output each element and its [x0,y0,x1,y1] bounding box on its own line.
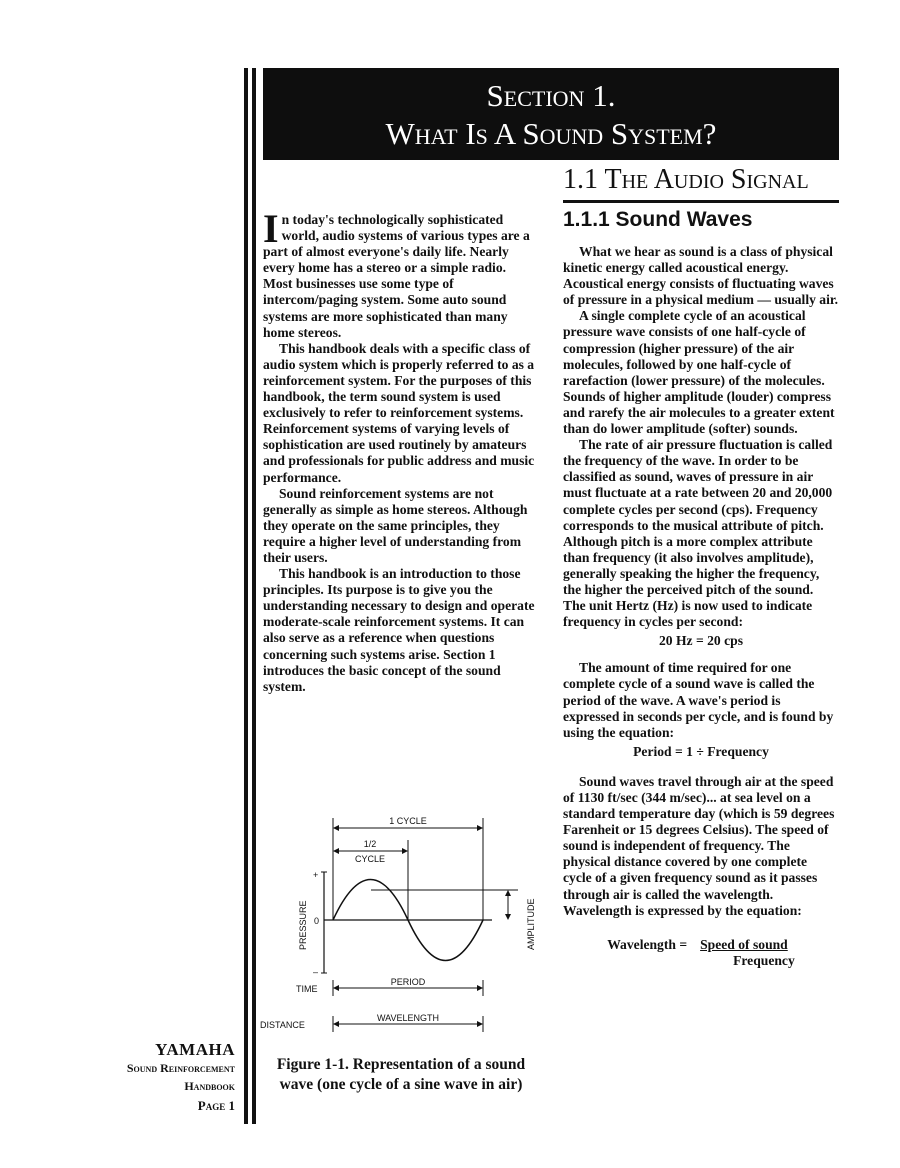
half-cycle-label: CYCLE [354,854,386,864]
left-paragraph-3: Sound reinforcement systems are not generally as simple as home stereos. Although they operate on the same principles, they require a higher level of understanding from their users. [263,485,528,565]
left-column [263,206,536,695]
pressure-label: PRESSURE [298,900,308,950]
left-paragraph-4: This handbook is an introduction to those principles. Its purpose is to give you the understanding necessary to design and operate moderate-scale reinforcement systems. It can also serve as a reference when questions concerning such systems arise. Section 1 introduces the basic concept of the sound system. [263,566,535,694]
wavelength-label: Wavelength = [607,936,688,952]
fraction-denominator: Frequency [733,952,795,968]
right-paragraph-3: The rate of air pressure fluctuation is called the frequency of the wave. In order to be classified as sound, waves of pressure in air must fluctuate at a rate between 20 and 20,000 complete cycles per second (cps). Frequency corresponds to the musical attribute of pitch. Although pitch is a more complex attribute than frequency (it also involves amplitude), generally speaking the higher the frequency, the higher the perceived pitch of the sound. The unit Hertz (Hz) is now used to indicate frequency in cycles per second: [563,437,833,630]
left-paragraph-1 [263,206,536,341]
handbook-title-line-2: Handbook [184,1079,235,1093]
wavelength-label-fig: WAVELENGTH [376,1013,440,1023]
handbook-title-line-1: Sound Reinforcement [126,1061,235,1075]
sine-wave-figure [258,810,548,1042]
time-label: TIME [296,984,318,994]
right-column [563,244,839,969]
minus-label: – [313,967,319,977]
amplitude-label: AMPLITUDE [526,898,536,950]
one-cycle-label: 1 CYCLE [389,816,427,826]
section-1-1-heading: 1.1 The Audio Signal [563,164,839,203]
equation-period: Period = 1 ÷ Frequency [633,743,769,759]
banner-line-2: What Is A Sound System? [385,116,717,151]
page-number: Page 1 [197,1098,235,1113]
right-paragraph-2: A single complete cycle of an acoustical pressure wave consists of one half-cycle of compression (higher pressure) of the air molecules, followed by one half-cycle of rarefaction (lower pressure) of the molecules. Sounds of higher amplitude (louder) compress and rarefy the air molecules to a greater extent than do lower amplitude (softer) sounds. [563,308,835,437]
banner-line-1: Section 1. [486,78,616,113]
yamaha-logo: YAMAHA [155,1040,235,1059]
right-paragraph-1: What we hear as sound is a class of physical kinetic energy called acoustical energy. Acoustical energy consists of fluctuating waves of pressure in a physical medium — usually air. [563,244,839,308]
right-paragraph-5: Sound waves travel through air at the speed of 1130 ft/sec (344 m/sec)... at sea level on a standard temperature day (which is 59 degrees Farenheit or 15 degrees Celsius). The speed of sound is independent of frequency. The physical distance covered by one complete cycle of a given frequency sound as it passes through air is called the wavelength. Wavelength is expressed by the equation: [563,773,835,918]
left-paragraph-1-text: n today's technologically sophisticated world, audio systems of various types are a part of almost everyone's daily life. Nearly every home has a stereo or a simple radio. Most businesses use some type of intercom/paging system. Some auto sound systems are more sophisticated than many home stereos. [263,212,530,340]
fraction-numerator: Speed of sound [700,936,788,952]
right-paragraph-4: The amount of time required for one complete cycle of a sound wave is called the period of the wave. A wave's period is expressed in seconds per cycle, and is found by using the equation: [563,660,834,740]
equation-hertz: 20 Hz = 20 cps [658,633,744,649]
section-banner [263,68,839,160]
section-1-1-1-heading: 1.1.1 Sound Waves [563,208,753,231]
half-label: 1/2 [363,839,377,849]
plus-label: + [313,870,319,880]
drop-cap: I [263,206,279,251]
distance-label: DISTANCE [260,1020,305,1030]
period-label: PERIOD [390,977,426,987]
equation-wavelength [563,937,839,969]
left-paragraph-2: This handbook deals with a specific class of audio system which is properly referred to as a reinforcement system. For the purposes of this handbook, the term sound system is used exclusively to refer to reinforcement systems. Reinforcement systems of varying levels of sophistication are used routinely by amateurs and professionals for public address and music performance. [263,340,535,485]
wavelength-fraction [693,937,795,969]
figure-caption: Figure 1-1. Representation of a sound wave (one cycle of a sine wave in air) [276,1056,526,1093]
margin-rule-inner [252,68,256,1124]
margin-rule-outer [244,68,248,1124]
zero-label: 0 [314,916,320,926]
